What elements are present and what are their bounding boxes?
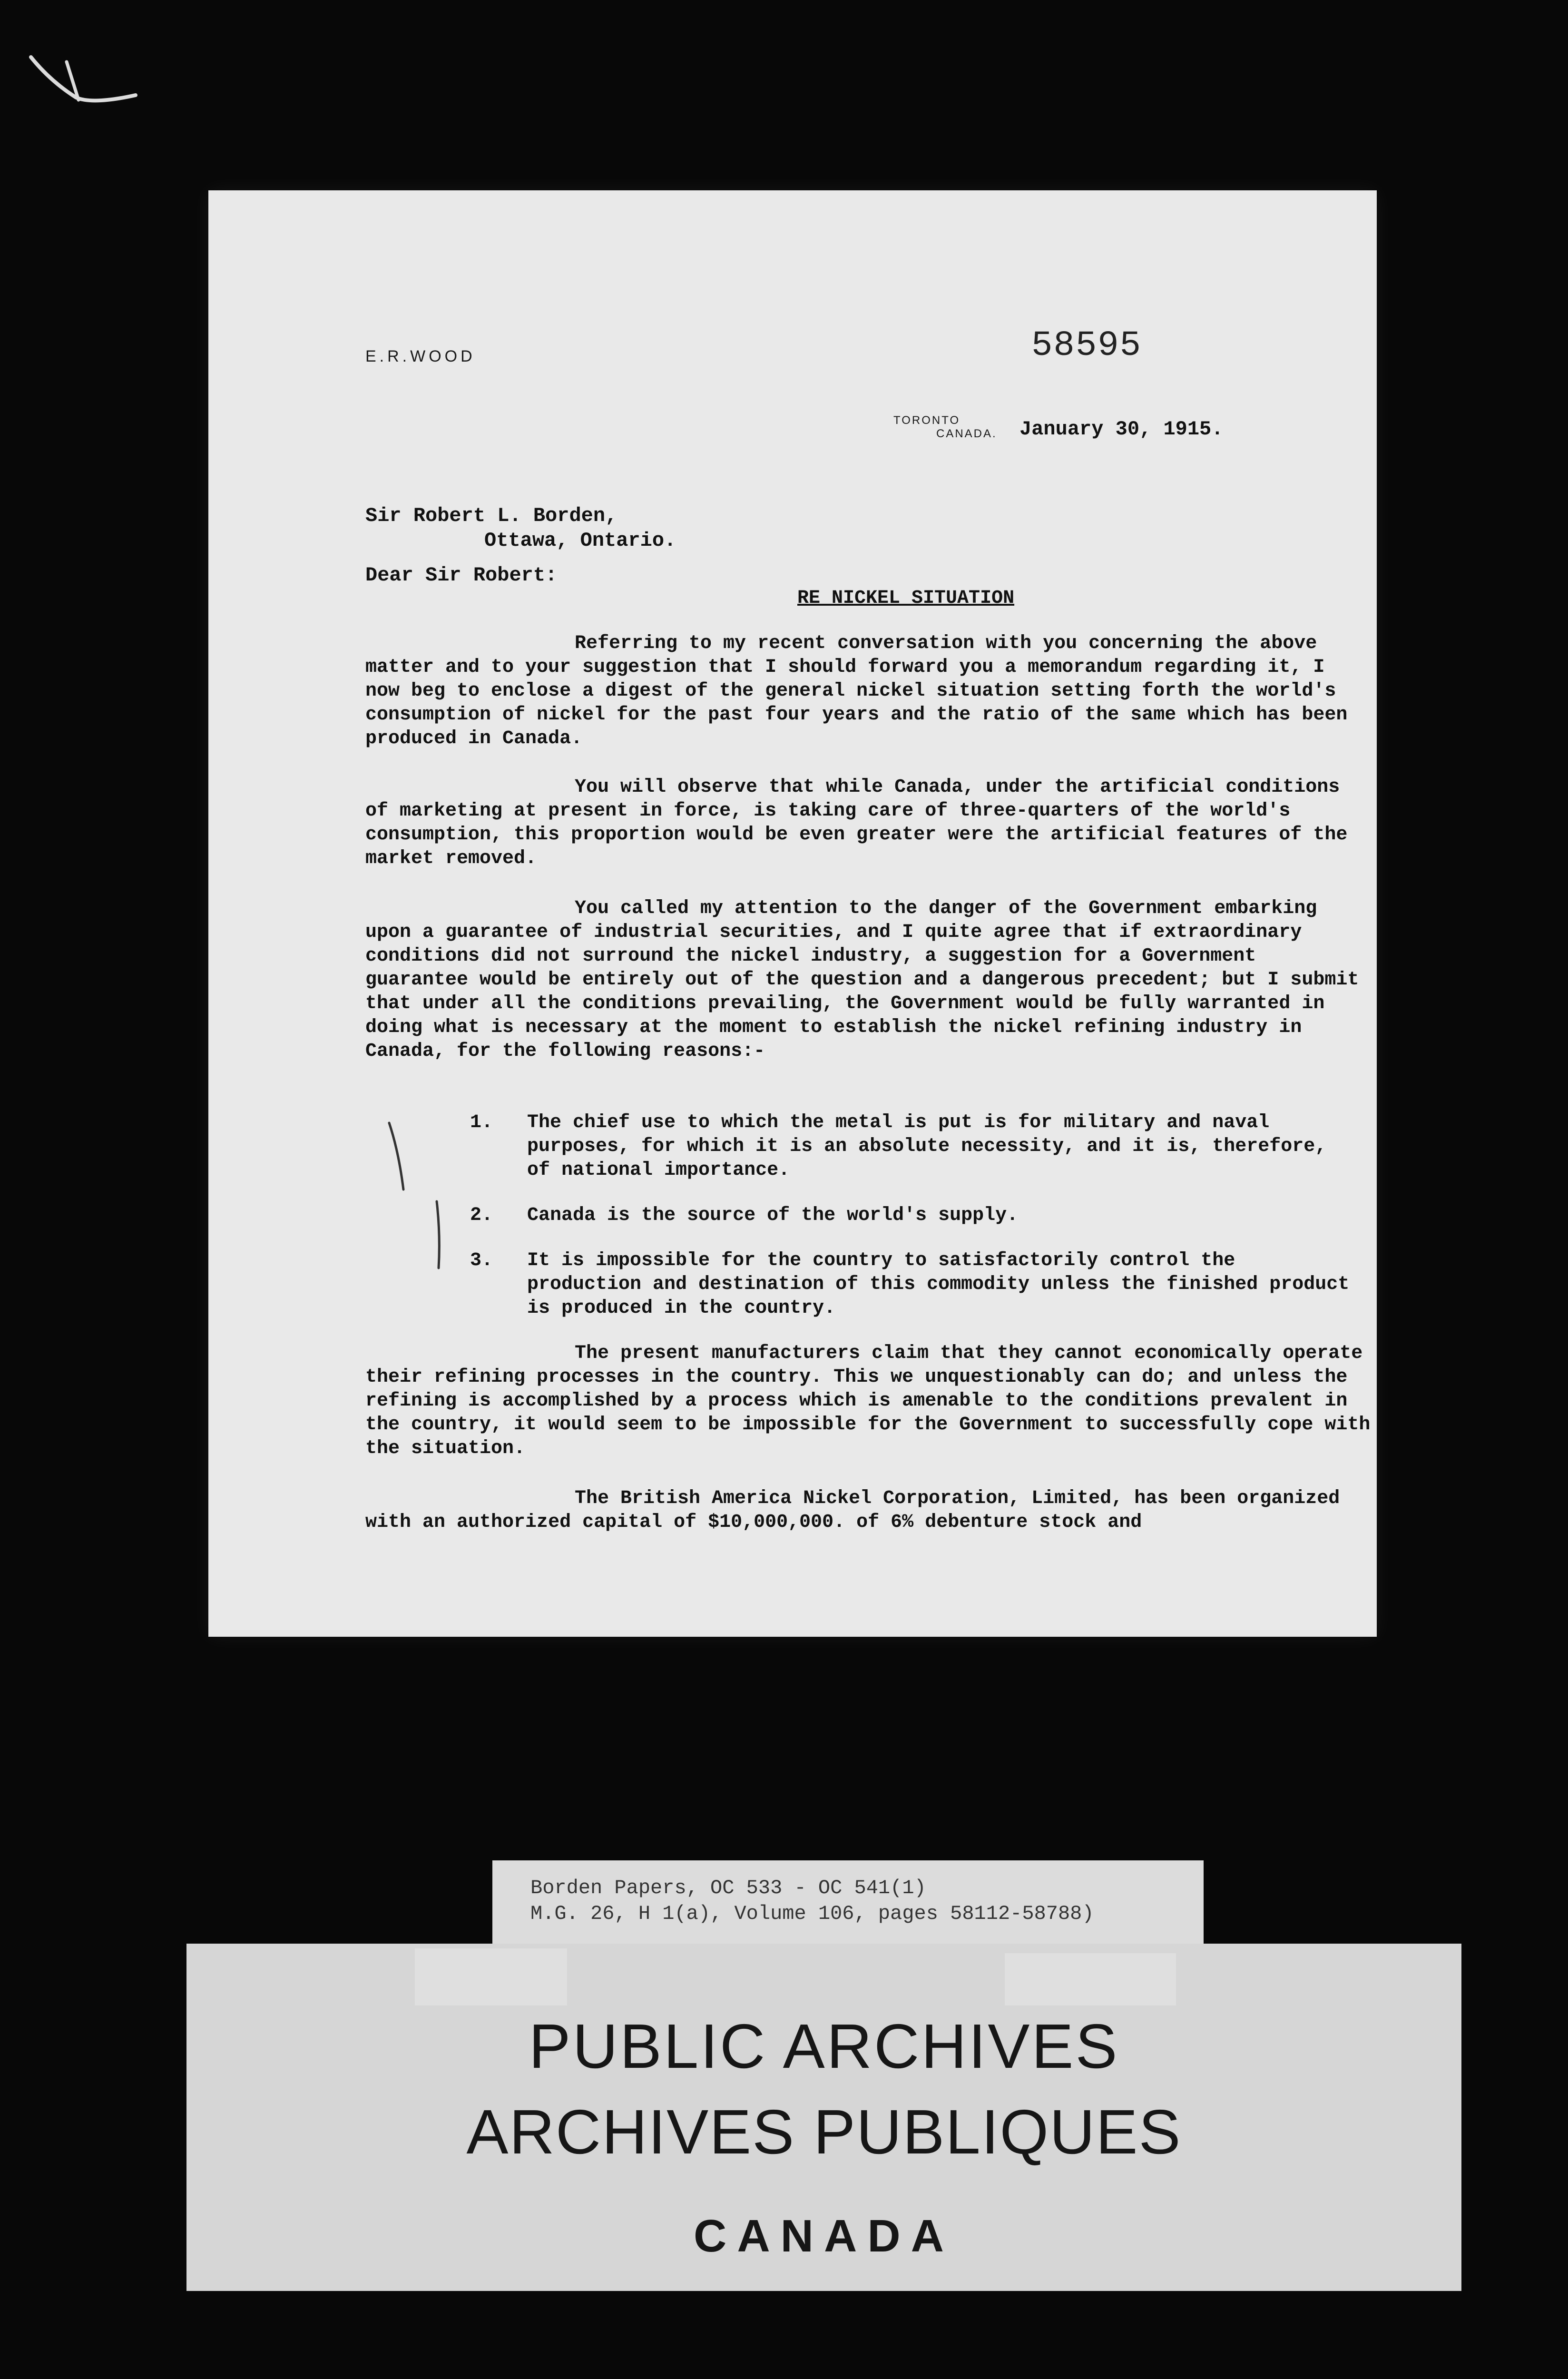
stamp-line-country: CANADA (694, 2211, 954, 2261)
document-number-stamp: 58595 (1031, 326, 1142, 366)
addressee-name: Sir Robert L. Borden, (365, 504, 617, 527)
margin-pencil-mark (384, 1118, 413, 1194)
reference-line-1: Borden Papers, OC 533 - OC 541(1) (530, 1877, 926, 1899)
reference-line-2: M.G. 26, H 1(a), Volume 106, pages 58112-58788) (530, 1902, 1094, 1925)
stamp-line-english: PUBLIC ARCHIVES (529, 2011, 1119, 2081)
archive-reference-slip (492, 1860, 1204, 1946)
addressee-city: Ottawa, Ontario. (484, 529, 676, 552)
place-city: TORONTO (893, 414, 960, 427)
letterhead: E.R.WOOD (365, 347, 476, 365)
reason-text: It is impossible for the country to satisfactorily control the production and destination of this commodity unless the finished product is produced in the country. (527, 1250, 1350, 1319)
public-archives-stamp (186, 1944, 1461, 2291)
letter-place (893, 414, 997, 441)
subject-line: RE NICKEL SITUATION (797, 588, 1015, 609)
tape-strip (1005, 1953, 1176, 2005)
letter-page (208, 190, 1377, 1637)
reason-number: 3. (470, 1250, 493, 1271)
paragraph-3: You called my attention to the danger of the Government embarking upon a guarantee of industrial securities, and I quite agree that if extraordinary conditions did not surround the nickel industry, a suggestion for a Government guarantee would be entirely out of the question and a dangerous precedent; but I submit that under all the conditions prevailing, the Government would be fully warranted in doing what is necessary at the moment to establish the nickel refining industry in Canada, for the following reasons:- (365, 898, 1359, 1062)
corner-check-mark (21, 52, 145, 124)
salutation: Dear Sir Robert: (365, 564, 558, 587)
tape-strip (415, 1948, 567, 2005)
reason-number: 2. (470, 1205, 493, 1226)
paragraph-4: The present manufacturers claim that they cannot economically operate their refining processes in the country. This we unquestionably can do; and unless the refining is accomplished by a process which is amenable to the conditions prevalent in the country, it would seem to be impossible for the Government to successfully cope with the situation. (365, 1343, 1371, 1459)
letter-date: January 30, 1915. (1019, 418, 1224, 441)
reason-number: 1. (470, 1112, 493, 1133)
paragraph-1: Referring to my recent conversation with you concerning the above matter and to your suggestion that I should forward you a memorandum regarding it, I now beg to enclose a digest of the general nickel situation setting forth the world's consumption of nickel for the past four years and the ratio of the same which has been produced in Canada. (365, 633, 1348, 749)
margin-pencil-mark (427, 1197, 451, 1273)
paragraph-2: You will observe that while Canada, under the artificial conditions of marketing at present in force, is taking care of three-quarters of the world's consumption, this proportion would be even greater were the artificial features of the market removed. (365, 777, 1348, 869)
stamp-line-french: ARCHIVES PUBLIQUES (466, 2097, 1182, 2167)
paragraph-5: The British America Nickel Corporation, Limited, has been organized with an authorized capital of $10,000,000. of 6% debenture stock and (365, 1488, 1340, 1533)
reason-text: The chief use to which the metal is put is for military and naval purposes, for which it is an absolute necessity, and it is, therefore, of national importance. (527, 1112, 1327, 1181)
reason-text: Canada is the source of the world's supply. (527, 1205, 1019, 1226)
place-country: CANADA. (936, 427, 997, 440)
